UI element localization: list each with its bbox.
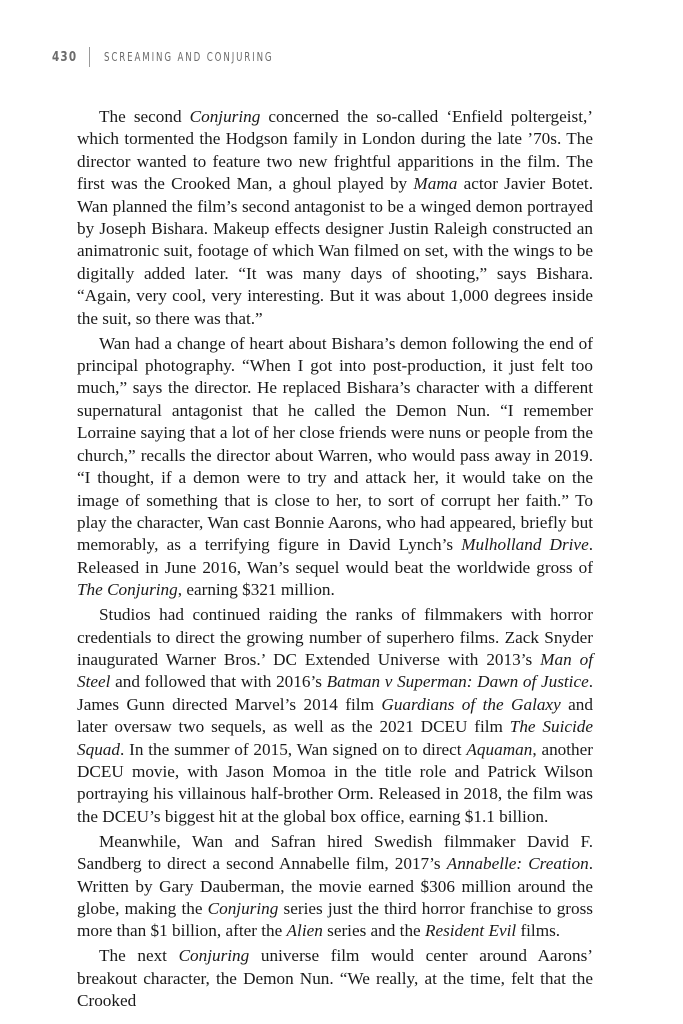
text-run: . James Gunn directed Marvel’s 2014 film [77,672,593,714]
italic-title: Mulholland Drive [461,535,589,555]
text-run: , another DCEU movie, with Jason Momoa in the title role and Patrick Wilson portraying his villainous half-brother Orm. Released in 2018, the film was the DCEU’s biggest hit at the global box office, earning $1.1 billion. [77,739,593,826]
italic-title: The Conjuring [77,580,178,600]
text-run: Meanwhile, Wan and Safran hired Swedish filmmaker David F. Sandberg to direct a second Annabelle film, 2017’s [77,831,593,874]
text-run: series and the [322,921,425,941]
italic-title: Man of Steel [77,649,593,692]
text-run: . In the summer of 2015, Wan signed on to direct [119,739,467,759]
italic-title: Conjuring [178,946,250,966]
italic-title: Resident Evil [424,921,517,941]
running-head: SCREAMING AND CONJURING [104,50,274,64]
text-run: films. [516,921,561,941]
text-run: series just the third horror franchise to gross more than $1 billion, after the [77,899,593,941]
paragraph [77,831,593,943]
text-run: Studios had continued raiding the ranks of filmmakers with horror credentials to direct the growing number of superhero films. Zack Snyder inaugurated Warner Bros.’ DC Extended Universe with 2013’s [77,605,593,669]
italic-title: Batman v Superman: Dawn of Justice [326,672,589,692]
paragraph [77,604,593,828]
italic-title: Guardians of the Galaxy [381,694,561,714]
text-run: concerned the so-called ‘Enfield poltergeist,’ which tormented the Hodgson family in London during the late ’70s. The director wanted to feature two new frightful apparitions in the film. The first was the Crooked Man, a ghoul played by [77,107,593,194]
text-run: The next [99,946,179,966]
page-number: 430 [52,49,78,65]
text-run: actor Javier Botet. Wan planned the film’s second antagonist to be a winged demon portrayed by Joseph Bishara. Makeup effects designer Justin Raleigh constructed an animatronic suit, footage of which Wan filmed on set, with the wings to be digitally added later. “It was many days of shooting,” says Bishara. “Again, very cool, very interesting. But it was about 1,000 degrees inside the suit, so there was that.” [77,174,593,328]
text-run: Wan had a change of heart about Bishara’s demon following the end of principal photography. “When I got into post-production, it just felt too much,” says the director. He replaced Bishara’s character with a different supernatural antagonist that he called the Demon Nun. “I remember Lorraine saying that a lot of her close friends were nuns or people from the church,” recalls the director about Warren, who would pass away in 2019. “I thought, if a demon were to try and attack her, it would take on the image of something that is close to her, to sort of corrupt her faith.” To play the character, Wan cast Bonnie Aarons, who had appeared, briefly but memorably, as a terrifying figure in David Lynch’s [77,333,593,555]
text-run: and later oversaw two sequels, as well as the 2021 DCEU film [77,694,593,737]
italic-title: Mama [413,174,458,194]
italic-title: Conjuring [207,899,279,918]
italic-title: Alien [286,921,323,941]
paragraph [77,106,593,330]
body-text [77,106,593,1015]
italic-title: Conjuring [189,107,261,126]
text-run: The second [99,107,190,126]
text-run: and followed that with 2016’s [110,672,327,692]
page-header [52,47,339,67]
text-run: . Released in June 2016, Wan’s sequel would beat the worldwide gross of [77,535,593,577]
italic-title: The Suicide Squad [77,717,593,759]
text-run: universe film would center around Aarons’ breakout character, the Demon Nun. “We really, at the time, felt that the Crooked [77,946,593,1011]
italic-title: Annabelle: Creation [446,854,589,874]
text-run: , earning $321 million. [177,580,335,600]
header-divider [89,47,90,67]
text-run: . Written by Gary Dauberman, the movie earned $306 million around the globe, making the [77,854,593,918]
paragraph [77,945,593,1012]
italic-title: Aquaman [466,739,533,759]
paragraph [77,333,593,602]
